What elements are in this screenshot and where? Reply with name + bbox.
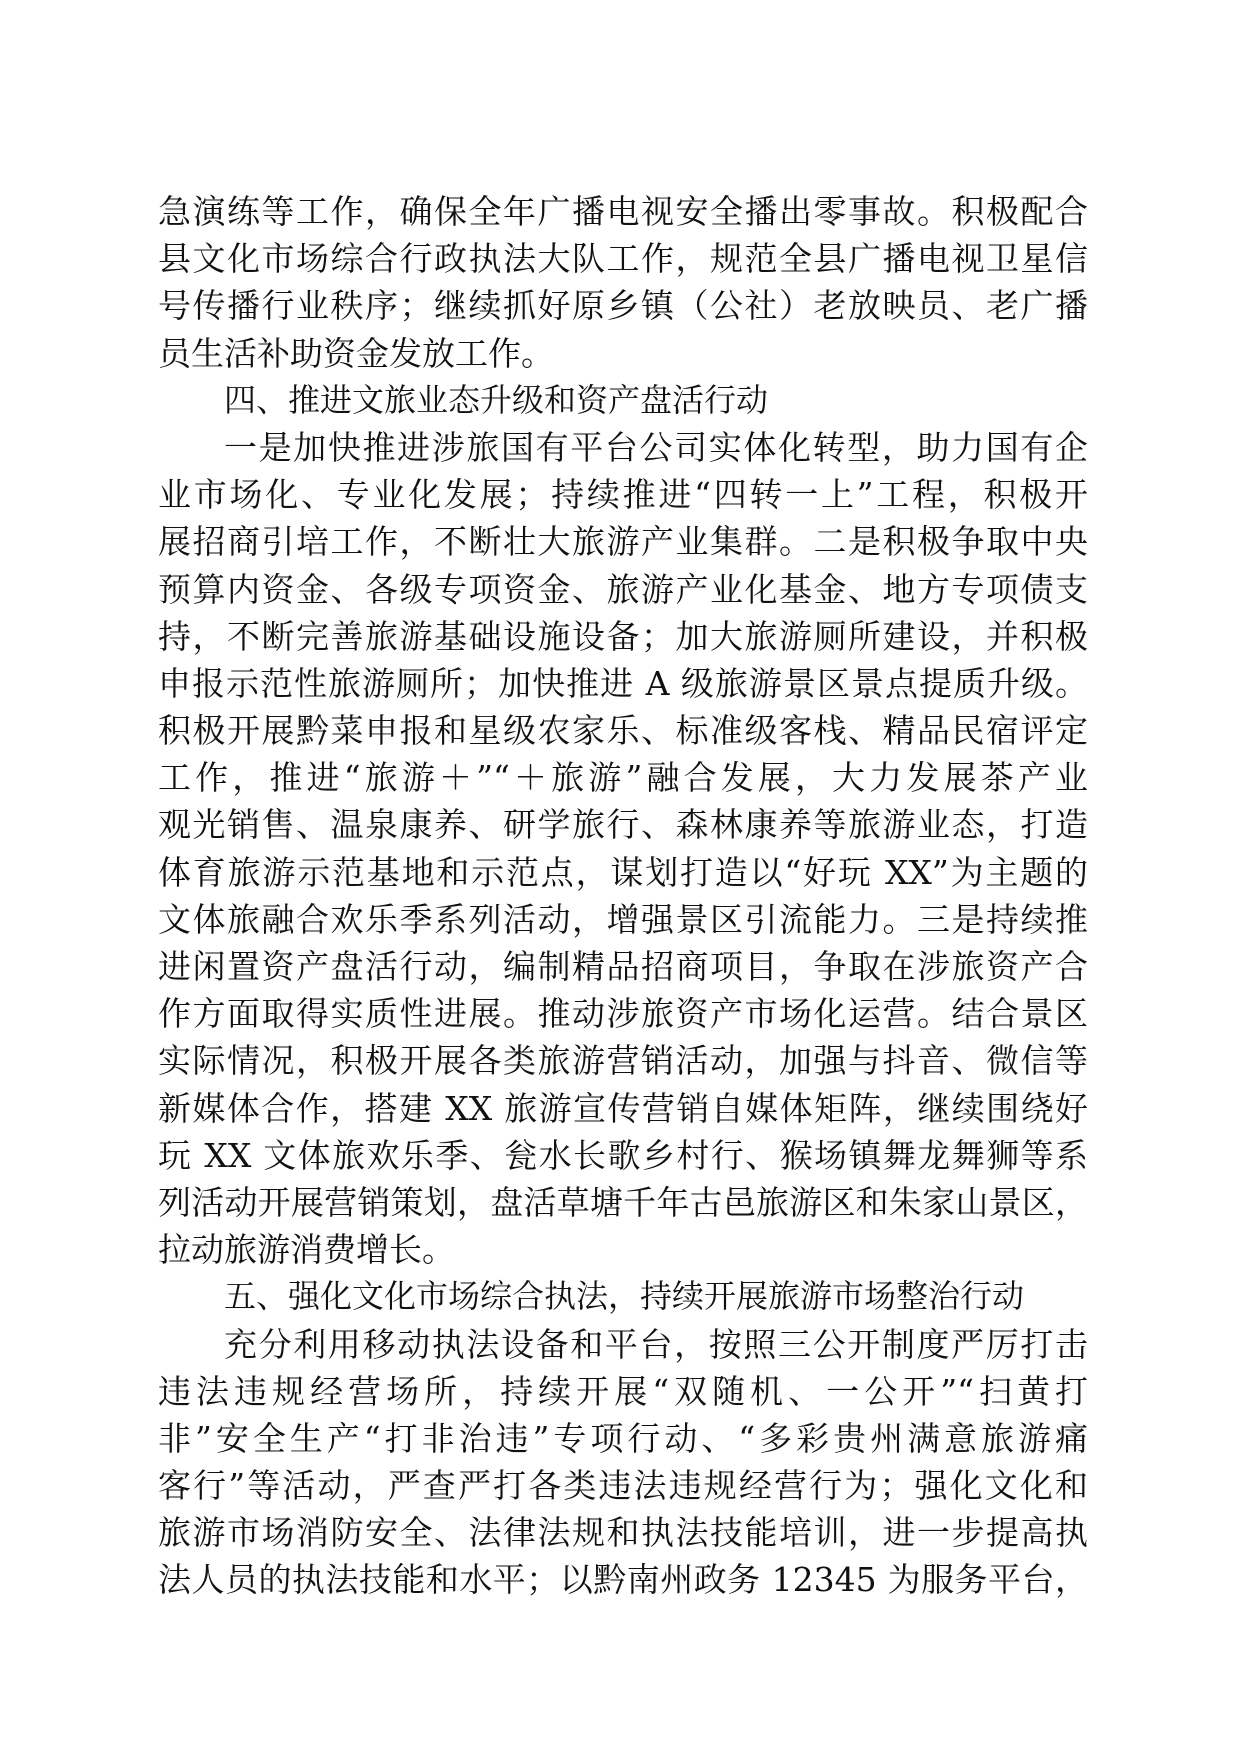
- body-text-line: 申报示范性旅游厕所；加快推进 A 级旅游景区景点提质升级。: [158, 663, 1088, 703]
- body-text-line: 新媒体合作，搭建 XX 旅游宣传营销自媒体矩阵，继续围绕好: [158, 1088, 1088, 1128]
- body-text-line: 县文化市场综合行政执法大队工作，规范全县广播电视卫星信: [158, 239, 1088, 279]
- body-text-line: 违法违规经营场所，持续开展“双随机、一公开”“扫黄打: [158, 1371, 1088, 1411]
- document-body: [158, 188, 1088, 1604]
- body-text-line: 一是加快推进涉旅国有平台公司实体化转型，助力国有企: [224, 427, 1088, 467]
- body-text-line: 工作，推进“旅游＋”“＋旅游”融合发展，大力发展茶产业: [158, 758, 1088, 798]
- body-text-line: 积极开展黔菜申报和星级农家乐、标准级客栈、精品民宿评定: [158, 711, 1088, 751]
- body-text-line: 玩 XX 文体旅欢乐季、瓮水长歌乡村行、猴场镇舞龙舞狮等系: [158, 1135, 1088, 1175]
- body-text-line: 持，不断完善旅游基础设施设备；加大旅游厕所建设，并积极: [158, 616, 1088, 656]
- body-text-line: 体育旅游示范基地和示范点，谋划打造以“好玩 XX”为主题的: [158, 852, 1088, 892]
- body-text-line: 非”安全生产“打非治违”专项行动、“多彩贵州满意旅游痛: [158, 1418, 1088, 1458]
- body-text-line: 进闲置资产盘活行动，编制精品招商项目，争取在涉旅资产合: [158, 947, 1088, 986]
- body-text-line: 拉动旅游消费增长。: [158, 1230, 455, 1270]
- body-text-line: 号传播行业秩序；继续抓好原乡镇（公社）老放映员、老广播: [158, 286, 1088, 326]
- body-text-line: 展招商引培工作，不断壮大旅游产业集群。二是积极争取中央: [158, 522, 1088, 562]
- body-text-line: 法人员的执法技能和水平；以黔南州政务 12345 为服务平台，: [158, 1560, 1088, 1600]
- body-text-line: 业市场化、专业化发展；持续推进“四转一上”工程，积极开: [158, 475, 1088, 515]
- body-text-line: 急演练等工作，确保全年广播电视安全播出零事故。积极配合: [158, 192, 1088, 231]
- body-text-line: 预算内资金、各级专项资金、旅游产业化基金、地方专项债支: [158, 569, 1088, 609]
- body-text-line: 客行”等活动，严查严打各类违法违规经营行为；强化文化和: [158, 1466, 1088, 1506]
- body-text-line: 文体旅融合欢乐季系列活动，增强景区引流能力。三是持续推: [158, 899, 1088, 939]
- body-text-line: 列活动开展营销策划，盘活草塘千年古邑旅游区和朱家山景区，: [158, 1182, 1088, 1222]
- section-heading-five: 五、强化文化市场综合执法，持续开展旅游市场整治行动: [224, 1277, 1025, 1316]
- body-text-line: 实际情况，积极开展各类旅游营销活动，加强与抖音、微信等: [158, 1041, 1088, 1081]
- body-text-line: 充分利用移动执法设备和平台，按照三公开制度严厉打击: [224, 1324, 1088, 1364]
- body-text-line: 员生活补助资金发放工作。: [158, 333, 554, 373]
- body-text-line: 作方面取得实质性进展。推动涉旅资产市场化运营。结合景区: [158, 994, 1088, 1034]
- section-heading-four: 四、推进文旅业态升级和资产盘活行动: [224, 380, 769, 419]
- body-text-line: 旅游市场消防安全、法律法规和执法技能培训，进一步提高执: [158, 1513, 1088, 1553]
- body-text-line: 观光销售、温泉康养、研学旅行、森林康养等旅游业态，打造: [158, 805, 1088, 845]
